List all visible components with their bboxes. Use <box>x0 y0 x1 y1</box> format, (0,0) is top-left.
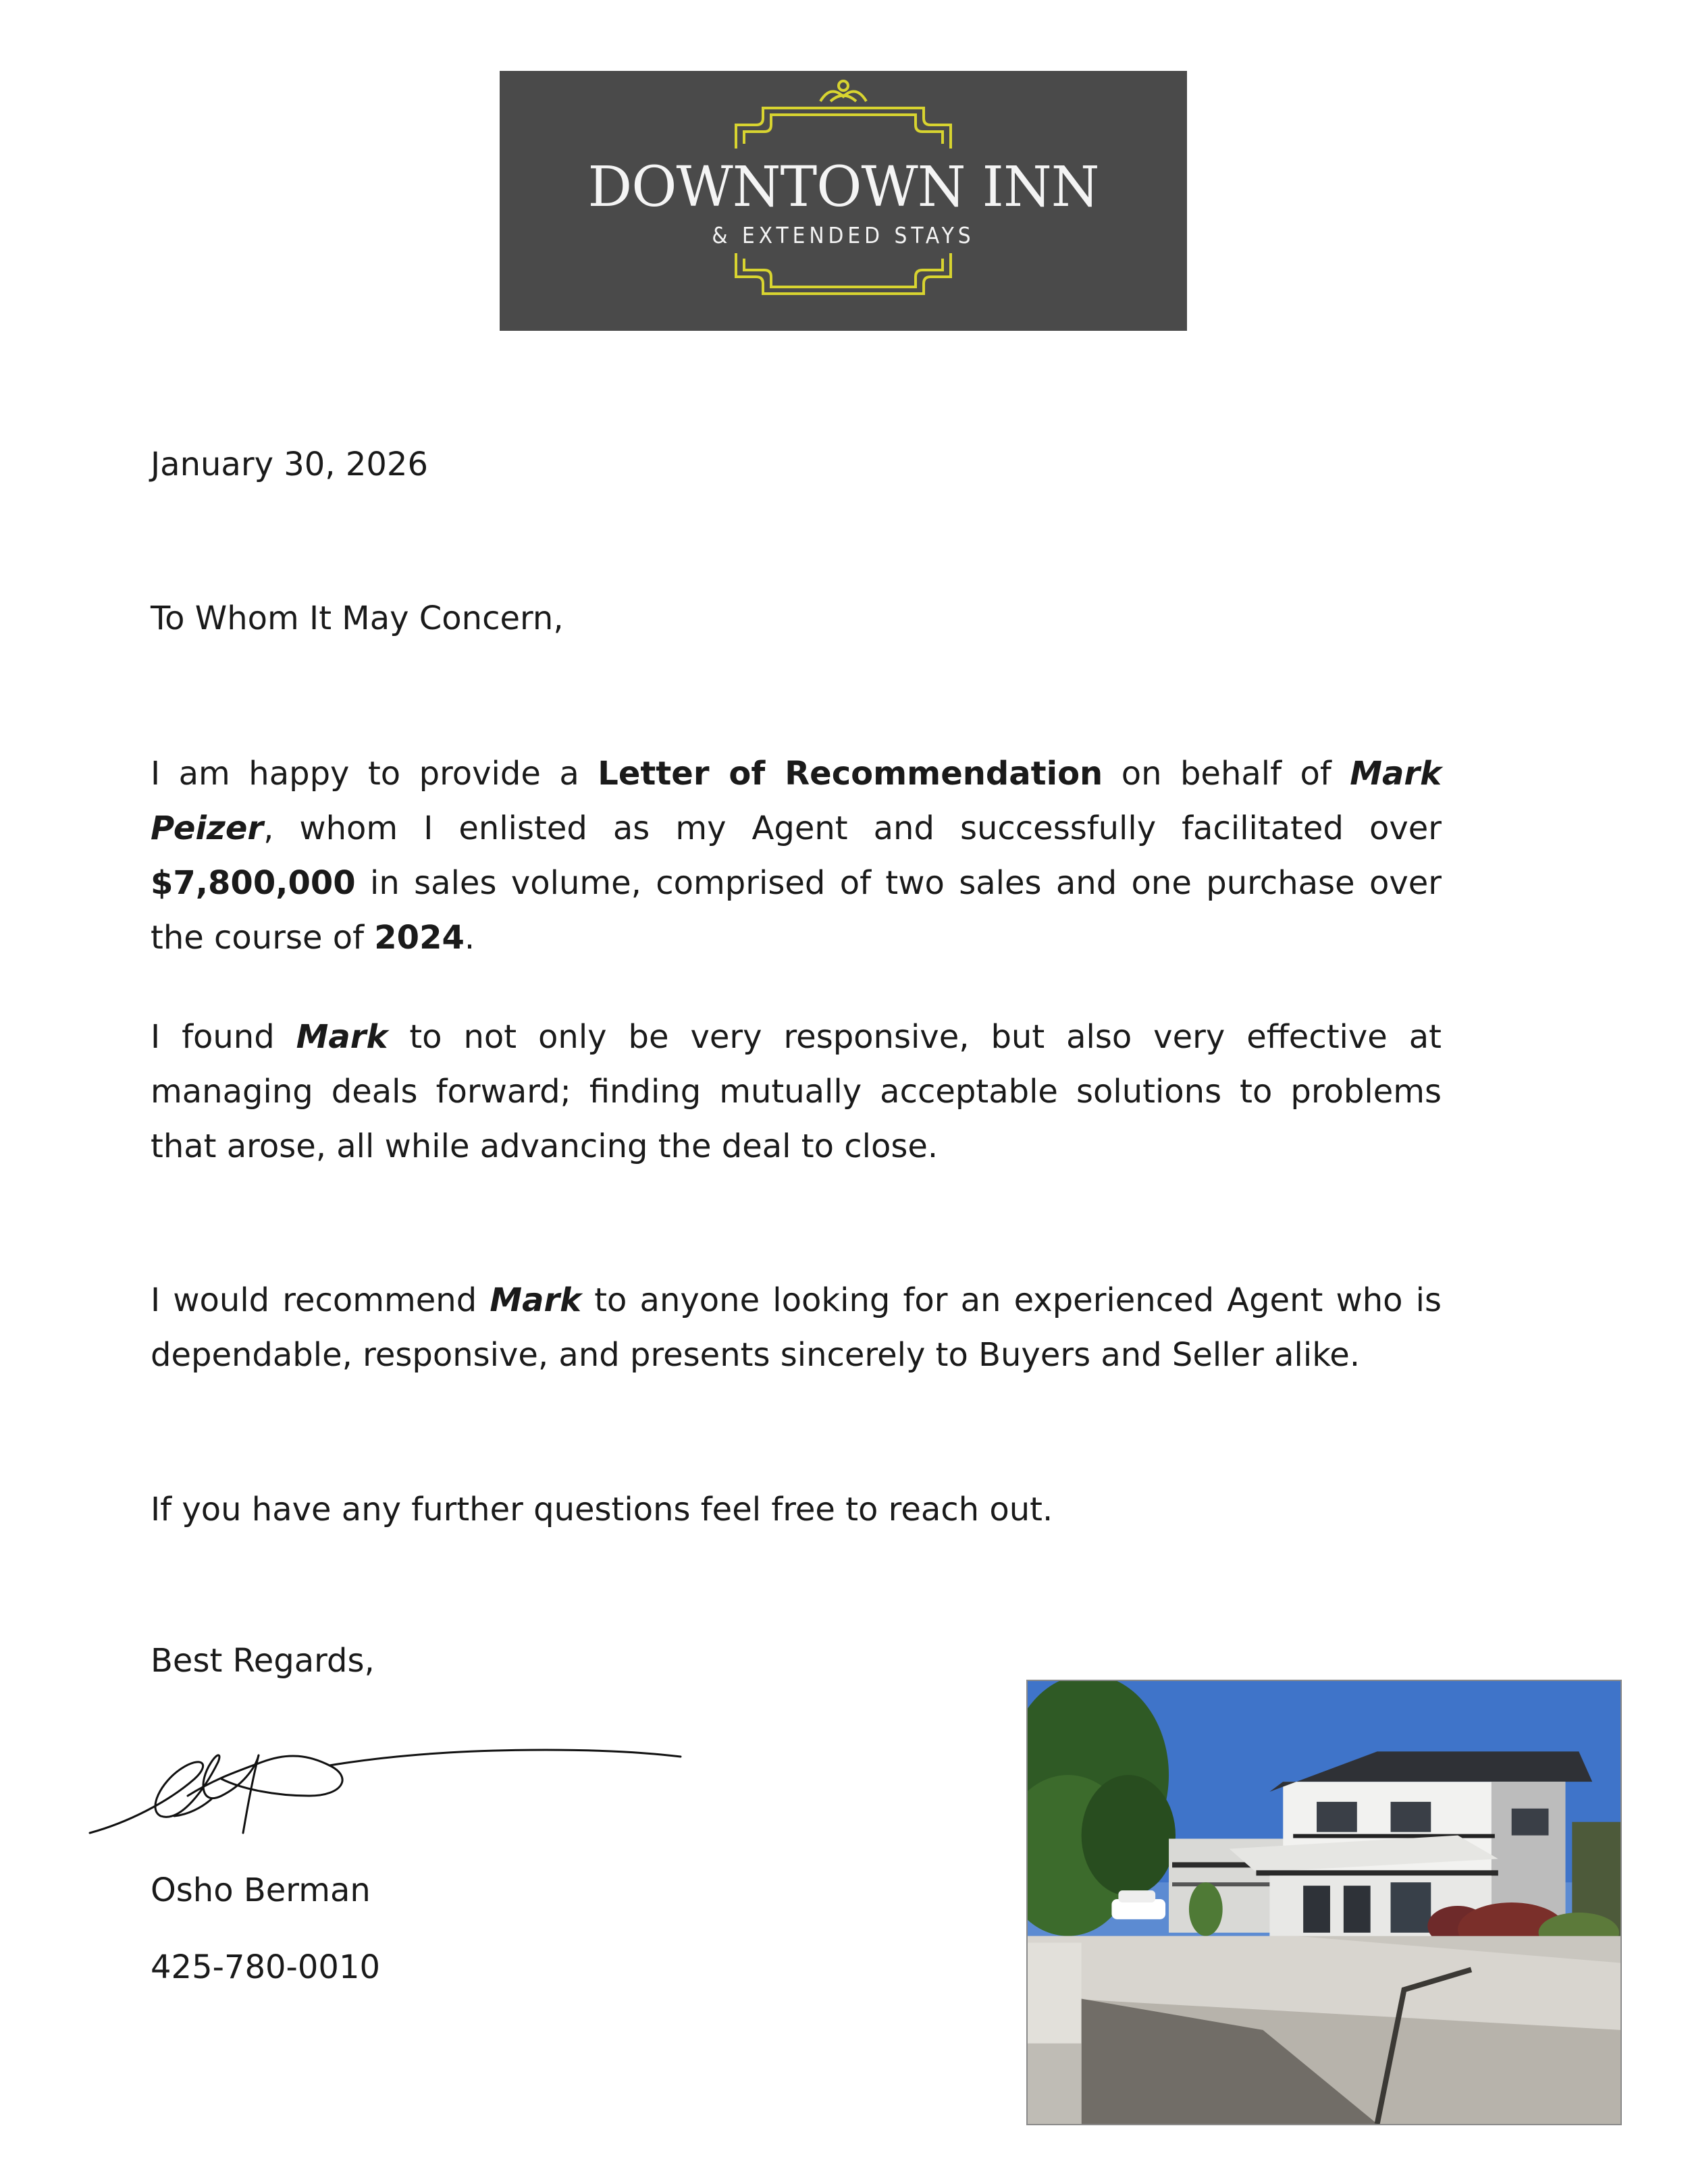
p1-text-5: . <box>464 919 475 957</box>
letter-date: January 30, 2026 <box>151 446 428 483</box>
signer-phone: 425-780-0010 <box>151 1948 381 1986</box>
paragraph-2 <box>151 1010 1442 1174</box>
inn-photo <box>1026 1680 1622 2125</box>
p2-text-2: to not only be very responsive, but also very effective at managing deals forward; finding mutually acceptable solutions to problems that arose, all while advancing the deal to close. <box>151 1018 1442 1165</box>
p2-agent-name: Mark <box>296 1018 388 1056</box>
letter-salutation: To Whom It May Concern, <box>151 600 564 637</box>
p2-text-1: I found <box>151 1018 296 1056</box>
p1-sales-amount: $7,800,000 <box>151 864 356 902</box>
p3-agent-name: Mark <box>490 1281 582 1319</box>
paragraph-3 <box>151 1273 1442 1383</box>
signature <box>86 1715 748 1850</box>
p3-text-1: I would recommend <box>151 1281 490 1319</box>
paragraph-1 <box>151 747 1442 965</box>
p1-text-1: I am happy to provide a <box>151 755 598 793</box>
logo-title: DOWNTOWN INN <box>587 155 1099 219</box>
p1-year: 2024 <box>374 919 465 957</box>
letter-closing: Best Regards, <box>151 1642 375 1680</box>
inn-photo-illustration <box>1028 1681 1620 2124</box>
logo-banner <box>500 71 1187 331</box>
p1-text-2: on behalf of <box>1103 755 1350 793</box>
logo-subtitle: & EXTENDED STAYS <box>712 222 975 248</box>
p1-bold-title: Letter of Recommendation <box>598 755 1103 793</box>
paragraph-4: If you have any further questions feel free to reach out. <box>151 1491 1053 1528</box>
p1-text-3: , whom I enlisted as my Agent and successfully facilitated over <box>263 809 1442 847</box>
p3-text-2: to anyone looking for an experienced Agent who is dependable, responsive, and presents sincerely to Buyers and Seller alike. <box>151 1281 1442 1374</box>
p1-agent-name: Mark Peizer <box>151 755 1442 847</box>
signer-name: Osho Berman <box>151 1871 371 1909</box>
p1-text-4: in sales volume, comprised of two sales and one purchase over the course of <box>151 864 1442 957</box>
